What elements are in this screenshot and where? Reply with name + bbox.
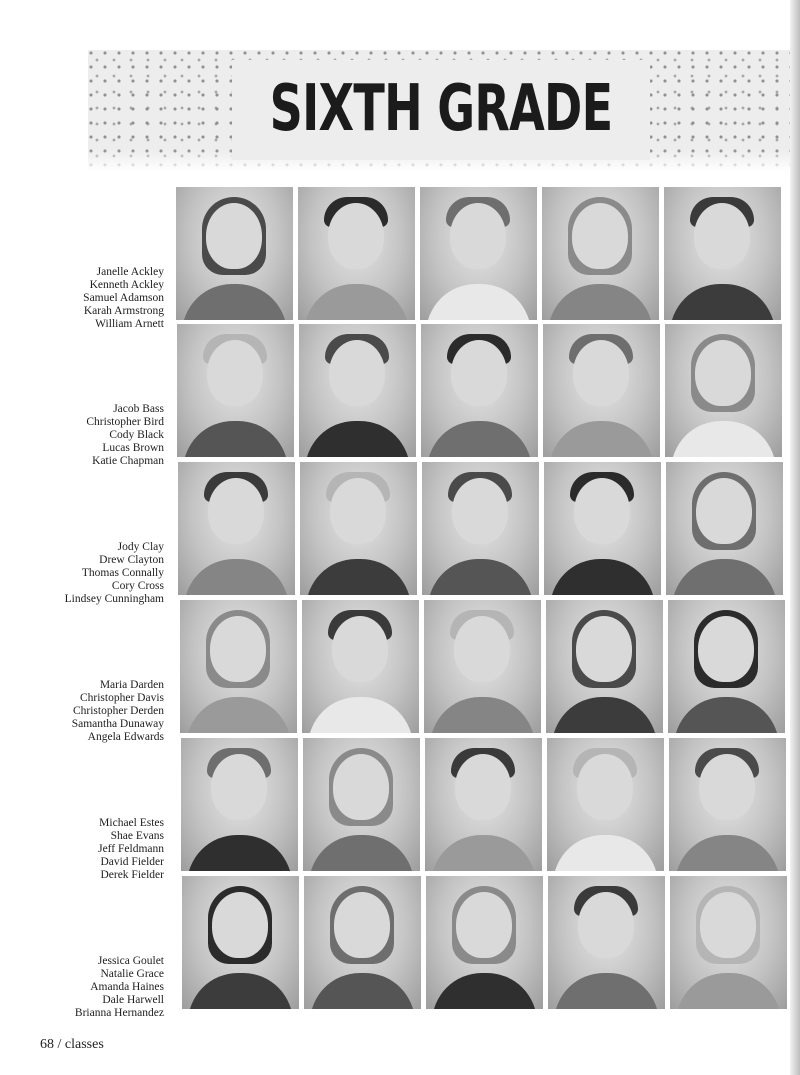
portrait-face [695, 340, 751, 406]
student-portrait [180, 600, 297, 733]
student-portrait [182, 876, 299, 1009]
name-list [20, 679, 164, 744]
portrait-face [208, 478, 264, 544]
portrait-shoulders [553, 835, 658, 871]
portrait-shoulders [670, 284, 775, 320]
student-portrait [299, 324, 416, 457]
page-title: SIXTH GRADE [269, 72, 613, 146]
portrait-shoulders [305, 421, 410, 457]
name-list [20, 817, 164, 882]
portrait-shoulders [676, 973, 781, 1009]
page-edge-shadow [790, 0, 800, 1075]
student-portrait [177, 324, 294, 457]
student-portrait [669, 738, 786, 871]
name-list [20, 541, 164, 606]
portrait-shoulders [304, 284, 409, 320]
portrait-shoulders [549, 421, 654, 457]
portrait-face [455, 754, 511, 820]
portrait-shoulders [675, 835, 780, 871]
student-portrait [422, 462, 539, 595]
portrait-face [694, 203, 750, 269]
student-portrait [548, 876, 665, 1009]
student-portrait [303, 738, 420, 871]
portrait-row [176, 187, 782, 320]
portrait-face [329, 340, 385, 406]
student-portrait [542, 187, 659, 320]
portrait-face [211, 754, 267, 820]
student-portrait [298, 187, 415, 320]
portrait-shoulders [548, 284, 653, 320]
student-name: Maria Darden [99, 679, 164, 691]
student-name: David Fielder [100, 856, 164, 868]
student-portrait [181, 738, 298, 871]
portrait-shoulders [308, 697, 413, 733]
student-name: Natalie Grace [100, 968, 164, 980]
student-name: William Arnett [95, 318, 164, 330]
student-portrait [420, 187, 537, 320]
student-name: Christopher Derden [72, 705, 164, 717]
portrait-shoulders [432, 973, 537, 1009]
portrait-row [177, 324, 783, 457]
student-name: Jessica Goulet [97, 955, 164, 967]
name-list [20, 403, 164, 468]
portrait-shoulders [427, 421, 532, 457]
portrait-row [181, 738, 787, 871]
student-portrait [176, 187, 293, 320]
student-portrait [425, 738, 542, 871]
student-portrait [424, 600, 541, 733]
student-name: Brianna Hernandez [74, 1007, 164, 1019]
student-name: Jody Clay [117, 541, 164, 553]
portrait-face [206, 203, 262, 269]
page-footer: 68 / classes [40, 1037, 104, 1052]
portrait-face [578, 892, 634, 958]
student-portrait [664, 187, 781, 320]
student-portrait [300, 462, 417, 595]
student-portrait [304, 876, 421, 1009]
student-portrait [546, 600, 663, 733]
portrait-shoulders [672, 559, 777, 595]
student-name: Katie Chapman [92, 455, 164, 467]
student-name: Lindsey Cunningham [64, 593, 164, 605]
portrait-shoulders [186, 697, 291, 733]
student-portrait [668, 600, 785, 733]
portrait-shoulders [430, 697, 535, 733]
student-name: Thomas Connally [81, 567, 164, 579]
portrait-shoulders [306, 559, 411, 595]
portrait-face [212, 892, 268, 958]
portrait-face [334, 892, 390, 958]
student-portrait [302, 600, 419, 733]
portrait-row [178, 462, 784, 595]
student-portrait [666, 462, 783, 595]
portrait-shoulders [187, 835, 292, 871]
portrait-shoulders [674, 697, 779, 733]
portrait-face [332, 616, 388, 682]
student-portrait [670, 876, 787, 1009]
student-name: Samantha Dunaway [71, 718, 164, 730]
portrait-face [330, 478, 386, 544]
student-portrait [543, 324, 660, 457]
student-name: Samuel Adamson [83, 292, 164, 304]
student-name: Christopher Bird [86, 416, 164, 428]
name-list [20, 955, 164, 1020]
student-portrait [547, 738, 664, 871]
portrait-shoulders [550, 559, 655, 595]
student-name: Cory Cross [111, 580, 164, 592]
student-name: Drew Clayton [99, 554, 164, 566]
portrait-row [182, 876, 788, 1009]
portrait-shoulders [428, 559, 533, 595]
portrait-face [451, 340, 507, 406]
student-name: Christopher Davis [79, 692, 164, 704]
portrait-face [452, 478, 508, 544]
portrait-face [210, 616, 266, 682]
student-name: Shae Evans [110, 830, 164, 842]
portrait-shoulders [671, 421, 776, 457]
portrait-face [696, 478, 752, 544]
portrait-shoulders [552, 697, 657, 733]
student-portrait [426, 876, 543, 1009]
portrait-shoulders [554, 973, 659, 1009]
student-name: Jacob Bass [113, 403, 164, 415]
portrait-row [180, 600, 786, 733]
student-name: Karah Armstrong [83, 305, 164, 317]
portrait-face [576, 616, 632, 682]
student-portrait [178, 462, 295, 595]
student-name: Kenneth Ackley [89, 279, 164, 291]
student-name: Angela Edwards [87, 731, 164, 743]
student-name: Jeff Feldmann [98, 843, 164, 855]
portrait-face [456, 892, 512, 958]
portrait-face [454, 616, 510, 682]
portrait-face [577, 754, 633, 820]
portrait-face [207, 340, 263, 406]
portrait-face [699, 754, 755, 820]
portrait-shoulders [426, 284, 531, 320]
student-name: Dale Harwell [102, 994, 164, 1006]
student-portrait [421, 324, 538, 457]
student-name: Michael Estes [99, 817, 164, 829]
portrait-shoulders [188, 973, 293, 1009]
portrait-shoulders [184, 559, 289, 595]
portrait-face [572, 203, 628, 269]
student-portrait [665, 324, 782, 457]
student-name: Amanda Haines [90, 981, 164, 993]
portrait-face [573, 340, 629, 406]
portrait-face [333, 754, 389, 820]
portrait-face [700, 892, 756, 958]
portrait-face [328, 203, 384, 269]
student-name: Lucas Brown [102, 442, 164, 454]
student-name: Janelle Ackley [96, 266, 164, 278]
student-portrait [544, 462, 661, 595]
student-name: Cody Black [109, 429, 164, 441]
portrait-face [574, 478, 630, 544]
portrait-shoulders [310, 973, 415, 1009]
portrait-face [450, 203, 506, 269]
name-list [20, 266, 164, 331]
portrait-shoulders [182, 284, 287, 320]
portrait-shoulders [183, 421, 288, 457]
student-name: Derek Fielder [100, 869, 164, 881]
portrait-face [698, 616, 754, 682]
portrait-shoulders [309, 835, 414, 871]
portrait-shoulders [431, 835, 536, 871]
